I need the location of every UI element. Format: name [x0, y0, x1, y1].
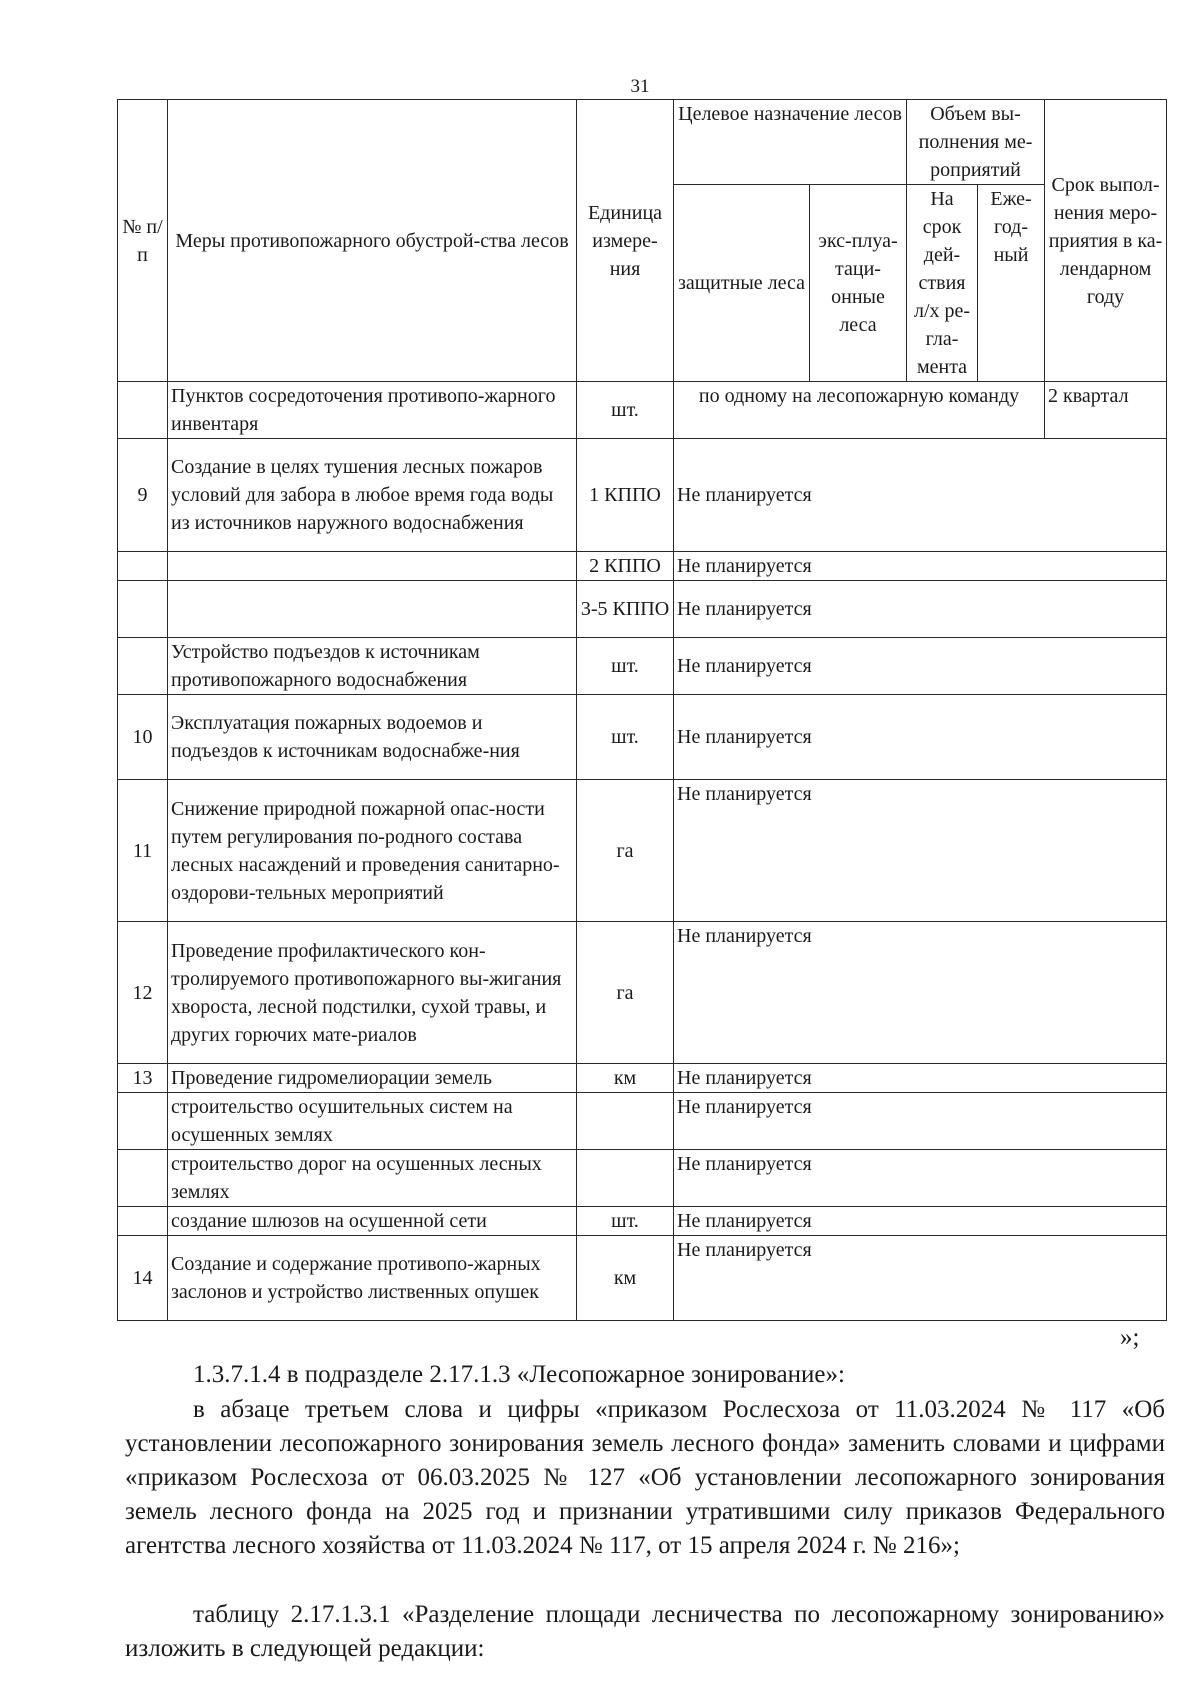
row-note: Не планируется	[674, 552, 1167, 581]
row-measure: Создание и содержание противопо-жарных заслонов и устройство лиственных опушек	[168, 1236, 577, 1321]
row-num: 14	[118, 1236, 168, 1321]
row-unit: шт.	[577, 382, 674, 439]
fire-measures-table	[117, 99, 1167, 1321]
table-row	[118, 695, 1167, 780]
paragraph-subsection: 1.3.7.1.4 в подразделе 2.17.1.3 «Лесопожарное зонирование»:	[193, 1361, 845, 1388]
table-row	[118, 922, 1167, 1064]
page-number: 31	[630, 76, 650, 97]
paragraph-table-intro: таблицу 2.17.1.3.1 «Разделение площади лесничества по лесопожарному зонированию» изложить в следующей редакции:	[125, 1601, 1165, 1662]
table-row	[118, 1150, 1167, 1207]
row-measure: создание шлюзов на осушенной сети	[168, 1207, 577, 1236]
row-num	[118, 552, 168, 581]
table-row	[118, 552, 1167, 581]
header-regulation-term: На срок дей-ствия л/х ре-гла-мента	[907, 185, 978, 382]
row-note: по одному на лесопожарную команду	[674, 382, 1045, 439]
row-num	[118, 581, 168, 638]
row-num	[118, 1093, 168, 1150]
table-row	[118, 382, 1167, 439]
table-row	[118, 1064, 1167, 1093]
row-note: Не планируется	[674, 1150, 1167, 1207]
row-unit: 1 КППО	[577, 439, 674, 552]
row-num	[118, 1150, 168, 1207]
row-num: 11	[118, 780, 168, 922]
row-note: Не планируется	[674, 439, 1167, 552]
row-unit: км	[577, 1064, 674, 1093]
row-unit: шт.	[577, 695, 674, 780]
row-unit: 3-5 КППО	[577, 581, 674, 638]
header-measures: Меры противопожарного обустрой-ства лесов	[168, 100, 577, 382]
table-row	[118, 581, 1167, 638]
header-num: № п/п	[118, 100, 168, 382]
row-measure: Пунктов сосредоточения противопо-жарного инвентаря	[168, 382, 577, 439]
row-measure: Проведение гидромелиорации земель	[168, 1064, 577, 1093]
row-unit: га	[577, 922, 674, 1064]
row-note: Не планируется	[674, 638, 1167, 695]
row-measure	[168, 581, 577, 638]
row-measure: Эксплуатация пожарных водоемов и подъездов к источникам водоснабже-ния	[168, 695, 577, 780]
header-purpose: Целевое назначение лесов	[674, 100, 907, 185]
row-unit: га	[577, 780, 674, 922]
header-deadline: Срок выпол-нения меро-приятия в ка-лендарном году	[1045, 100, 1167, 382]
header-exploitation: экс-плуа-таци-онные леса	[810, 185, 907, 382]
header-annual: Еже-год-ный	[978, 185, 1045, 382]
table-row	[118, 638, 1167, 695]
table-row	[118, 1236, 1167, 1321]
row-unit: км	[577, 1236, 674, 1321]
table-row	[118, 1207, 1167, 1236]
row-measure: Создание в целях тушения лесных пожаров условий для забора в любое время года воды из источников наружного водоснабжения	[168, 439, 577, 552]
row-note: Не планируется	[674, 1064, 1167, 1093]
row-measure: строительство дорог на осушенных лесных землях	[168, 1150, 577, 1207]
row-note: Не планируется	[674, 695, 1167, 780]
header-row-1	[118, 100, 1167, 185]
row-measure: Проведение профилактического кон-тролируемого противопожарного вы-жигания хвороста, лесной подстилки, сухой травы, и других горючих мате-риалов	[168, 922, 577, 1064]
row-num: 12	[118, 922, 168, 1064]
row-note: Не планируется	[674, 1093, 1167, 1150]
row-note: Не планируется	[674, 922, 1167, 1064]
header-protective: защитные леса	[674, 185, 810, 382]
row-num	[118, 382, 168, 439]
row-note: Не планируется	[674, 581, 1167, 638]
row-num	[118, 1207, 168, 1236]
table-row	[118, 439, 1167, 552]
row-note: Не планируется	[674, 1236, 1167, 1321]
row-measure: Устройство подъездов к источникам противопожарного водоснабжения	[168, 638, 577, 695]
row-num: 9	[118, 439, 168, 552]
row-unit	[577, 1093, 674, 1150]
row-unit: шт.	[577, 638, 674, 695]
row-note: Не планируется	[674, 1207, 1167, 1236]
row-num: 10	[118, 695, 168, 780]
row-measure: Снижение природной пожарной опас-ности путем регулирования по-родного состава лесных насаждений и проведения санитарно-оздорови-тельных мероприятий	[168, 780, 577, 922]
row-unit	[577, 1150, 674, 1207]
row-deadline: 2 квартал	[1045, 382, 1167, 439]
closing-quote-mark: »;	[1120, 1324, 1140, 1351]
row-measure	[168, 552, 577, 581]
table-row	[118, 780, 1167, 922]
row-unit: шт.	[577, 1207, 674, 1236]
table-row	[118, 1093, 1167, 1150]
paragraph-replacement: в абзаце третьем слова и цифры «приказом Рослесхоза от 11.03.2024 № 117 «Об установлении лесопожарного зонирования земель лесного фонда» заменить словами и цифрами «приказом Рослесхоза от 06.03.2025 № 127 «Об установлении лесопожарного зонирования земель лесного фонда на 2025 год и признании утратившими силу приказов Федерального агентства лесного хозяйства от 11.03.2024 № 117, от 15 апреля 2024 г. № 216»;	[125, 1396, 1165, 1559]
row-unit: 2 КППО	[577, 552, 674, 581]
row-measure: строительство осушительных систем на осушенных землях	[168, 1093, 577, 1150]
row-note: Не планируется	[674, 780, 1167, 922]
row-num: 13	[118, 1064, 168, 1093]
row-num	[118, 638, 168, 695]
header-unit: Единица измере-ния	[577, 100, 674, 382]
header-volume: Объем вы-полнения ме-роприятий	[907, 100, 1045, 185]
